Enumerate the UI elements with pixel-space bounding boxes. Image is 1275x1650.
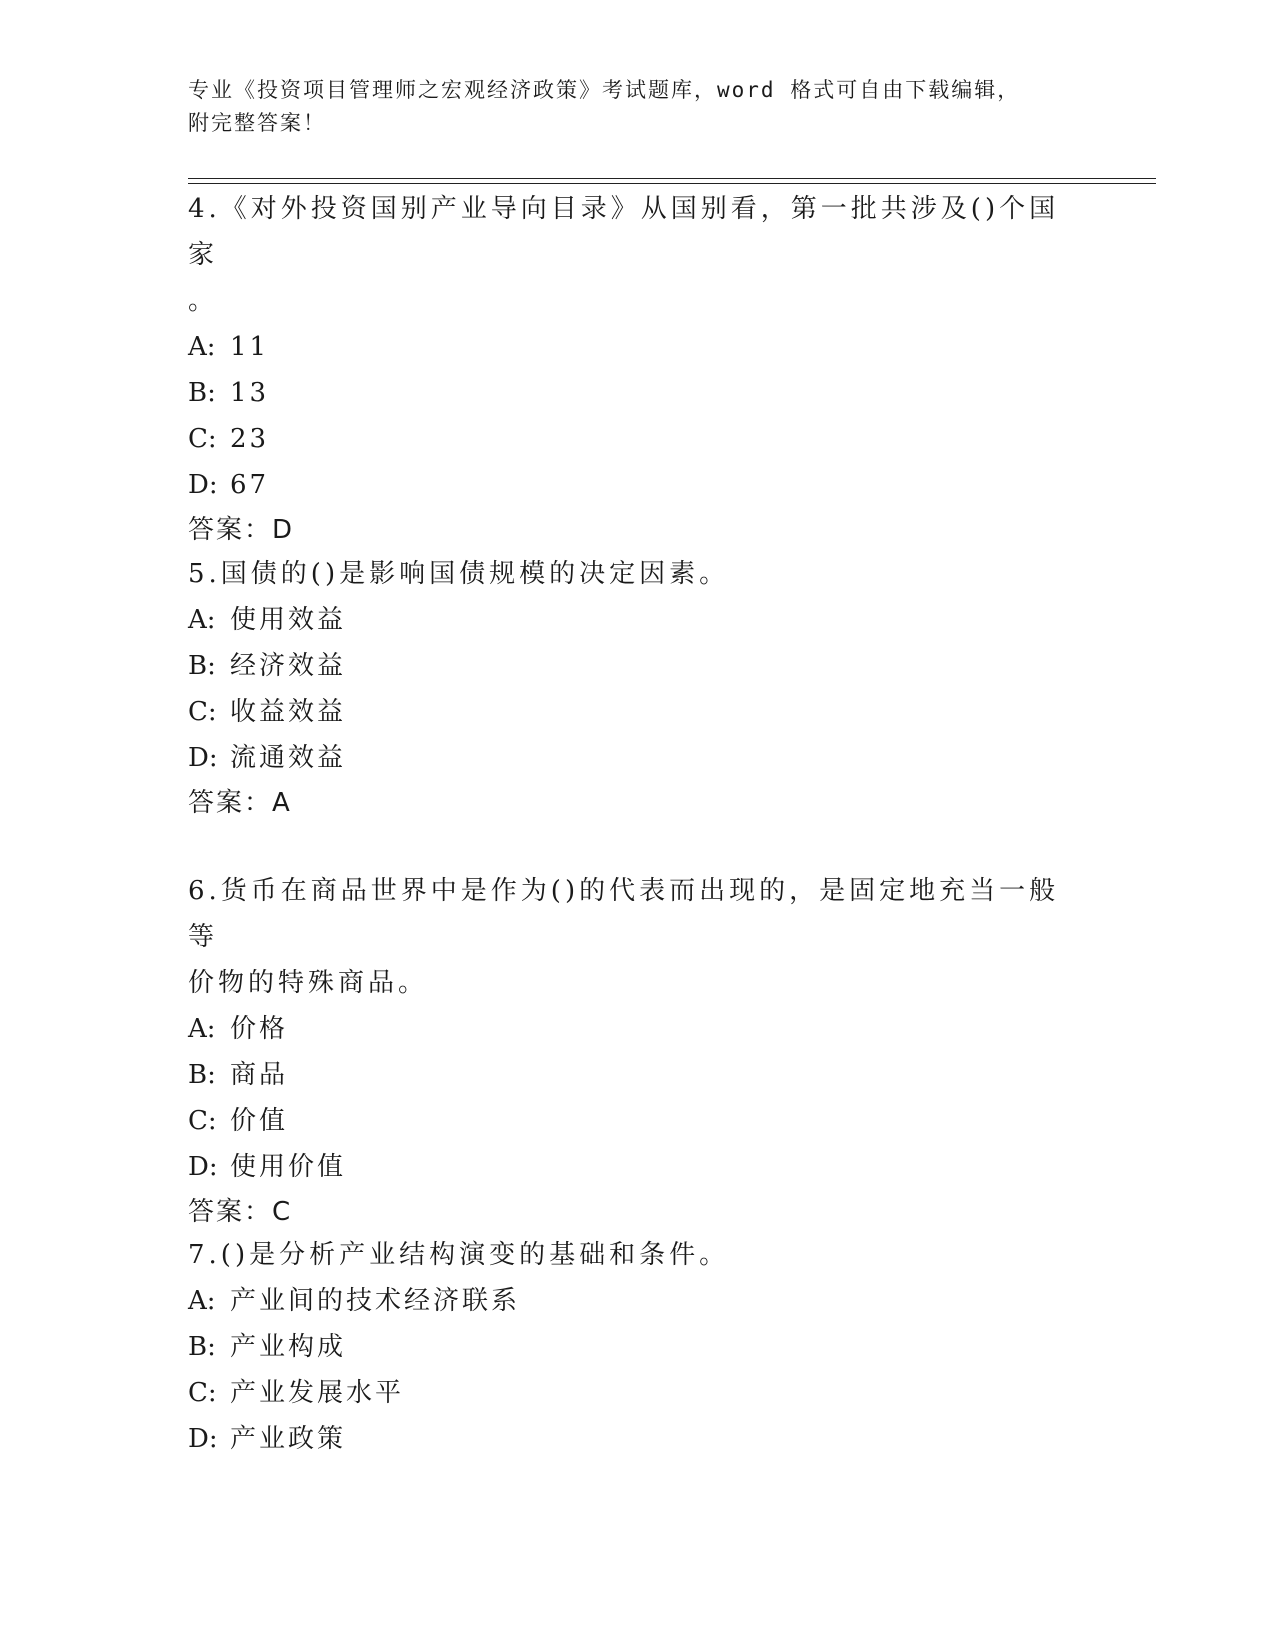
option-key: C: bbox=[188, 1106, 217, 1136]
option-text: 产业政策 bbox=[230, 1424, 347, 1454]
option-text: 价格 bbox=[230, 1014, 289, 1044]
option-text: 13 bbox=[230, 378, 270, 408]
option-key: A: bbox=[188, 332, 216, 362]
option-text: 价值 bbox=[230, 1106, 289, 1136]
option-key: A: bbox=[188, 1286, 216, 1316]
option-text: 产业间的技术经济联系 bbox=[230, 1286, 521, 1316]
option-text: 产业发展水平 bbox=[230, 1378, 405, 1408]
option-a bbox=[188, 597, 1088, 643]
option-c bbox=[188, 689, 1088, 735]
option-b bbox=[188, 370, 1088, 416]
option-a bbox=[188, 324, 1088, 370]
document-header bbox=[188, 74, 1068, 140]
question-7 bbox=[188, 1232, 1088, 1462]
option-c bbox=[188, 1370, 1088, 1416]
answer: 答案：D bbox=[188, 515, 295, 545]
option-text: 67 bbox=[230, 470, 270, 500]
option-key: D: bbox=[188, 1152, 218, 1182]
option-text: 11 bbox=[230, 332, 270, 362]
question-stem-continued: 价物的特殊商品。 bbox=[188, 968, 429, 998]
question-6 bbox=[188, 868, 1088, 1234]
question-stem: 6.货币在商品世界中是作为()的代表而出现的，是固定地充当一般等 bbox=[188, 876, 1060, 952]
option-key: C: bbox=[188, 424, 217, 454]
option-key: B: bbox=[188, 651, 216, 681]
option-text: 商品 bbox=[230, 1060, 289, 1090]
option-c bbox=[188, 416, 1088, 462]
header-line-1: 专业《投资项目管理师之宏观经济政策》考试题库，word 格式可自由下载编辑， bbox=[188, 78, 1021, 102]
option-key: A: bbox=[188, 605, 216, 635]
option-key: B: bbox=[188, 1060, 216, 1090]
option-text: 产业构成 bbox=[230, 1332, 347, 1362]
option-b bbox=[188, 643, 1088, 689]
header-divider-bottom bbox=[188, 183, 1156, 184]
option-text: 经济效益 bbox=[230, 651, 347, 681]
option-a bbox=[188, 1006, 1088, 1052]
option-d bbox=[188, 735, 1088, 781]
question-stem-continued: 。 bbox=[188, 286, 219, 316]
option-c bbox=[188, 1098, 1088, 1144]
option-key: B: bbox=[188, 378, 216, 408]
option-d bbox=[188, 462, 1088, 508]
option-text: 流通效益 bbox=[230, 743, 347, 773]
option-text: 使用效益 bbox=[230, 605, 347, 635]
option-key: C: bbox=[188, 697, 217, 727]
option-d bbox=[188, 1416, 1088, 1462]
option-key: B: bbox=[188, 1332, 216, 1362]
question-stem: 5.国债的()是影响国债规模的决定因素。 bbox=[188, 559, 730, 589]
answer: 答案：A bbox=[188, 788, 292, 818]
question-stem: 7.()是分析产业结构演变的基础和条件。 bbox=[188, 1240, 730, 1270]
option-key: C: bbox=[188, 1378, 217, 1408]
question-4 bbox=[188, 186, 1088, 552]
option-key: D: bbox=[188, 470, 218, 500]
option-text: 使用价值 bbox=[230, 1152, 347, 1182]
answer: 答案：C bbox=[188, 1197, 293, 1227]
option-d bbox=[188, 1144, 1088, 1190]
option-b bbox=[188, 1324, 1088, 1370]
option-key: D: bbox=[188, 743, 218, 773]
option-text: 收益效益 bbox=[230, 697, 347, 727]
header-divider-top bbox=[188, 178, 1156, 179]
option-b bbox=[188, 1052, 1088, 1098]
option-key: D: bbox=[188, 1424, 218, 1454]
header-line-2: 附完整答案！ bbox=[188, 111, 326, 135]
question-stem: 4.《对外投资国别产业导向目录》从国别看，第一批共涉及()个国家 bbox=[188, 194, 1060, 270]
option-key: A: bbox=[188, 1014, 216, 1044]
option-text: 23 bbox=[230, 424, 270, 454]
option-a bbox=[188, 1278, 1088, 1324]
question-5 bbox=[188, 551, 1088, 825]
